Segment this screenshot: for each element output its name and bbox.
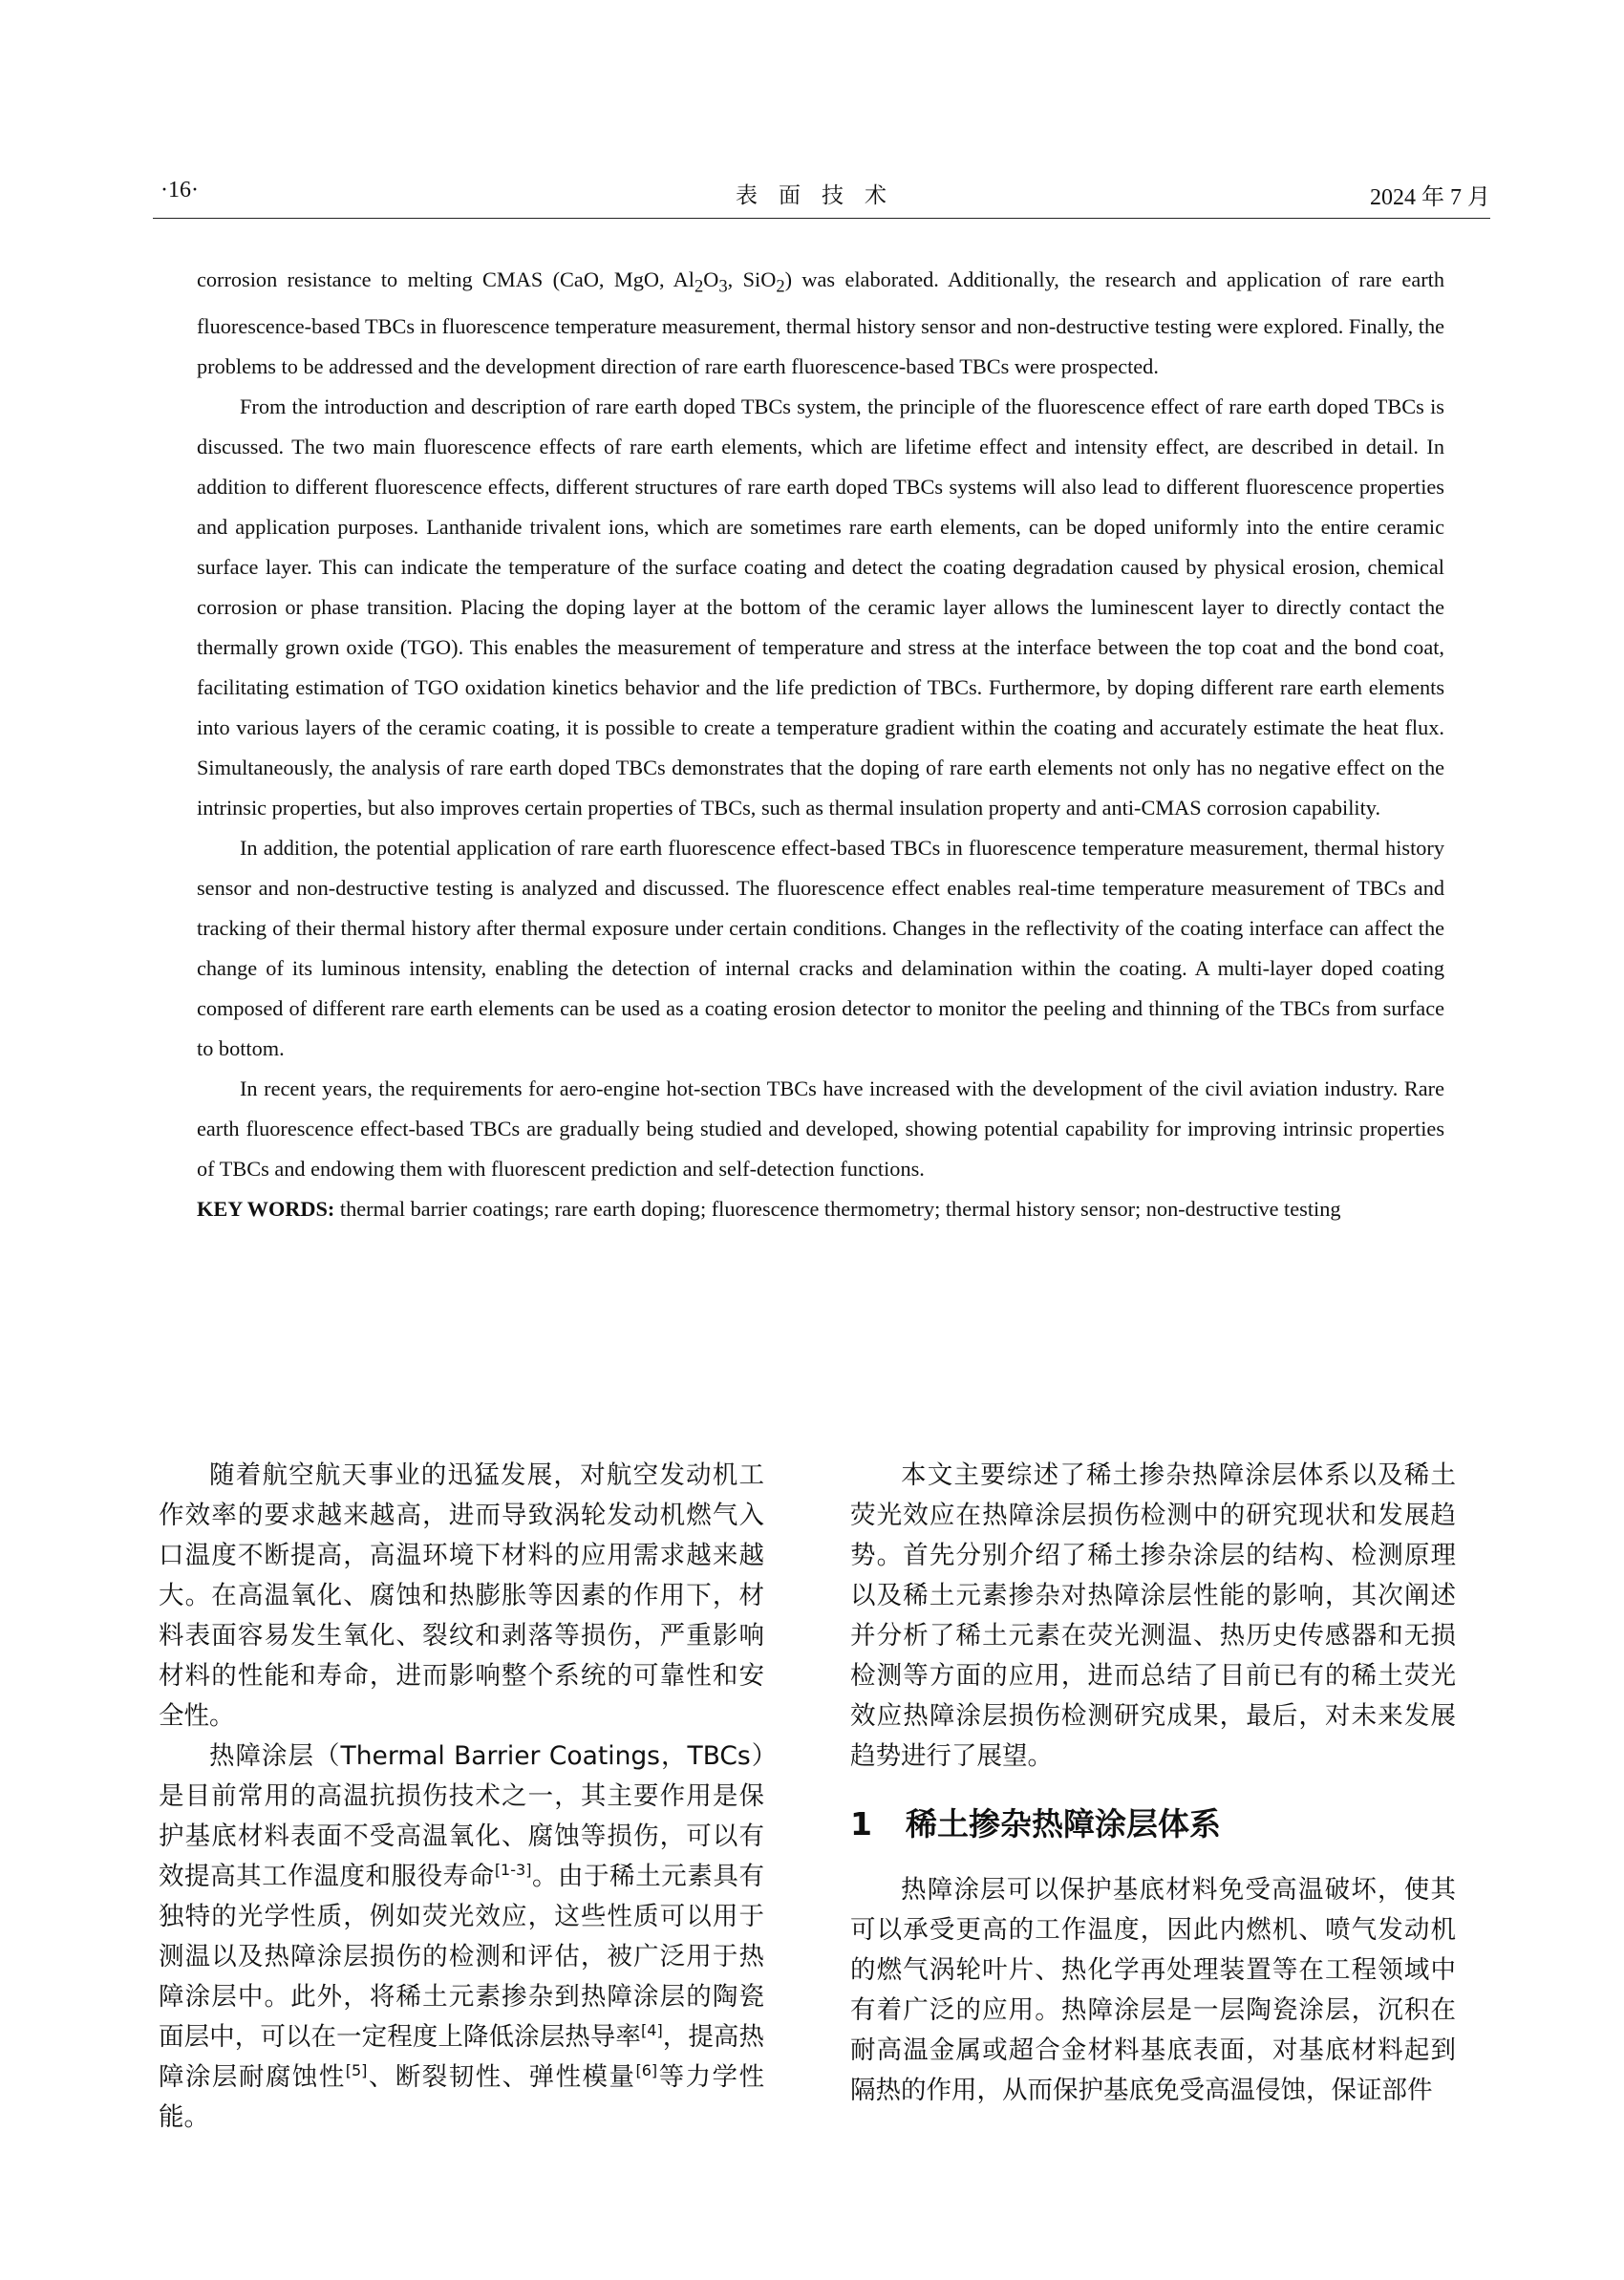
keywords-label: KEY WORDS:: [197, 1197, 335, 1222]
abstract-paragraph: In addition, the potential application of rare earth fluorescence effect-based TBCs in fluorescence temperature measurement, thermal history sensor and non-destructive testing is analyzed and discussed. The fluorescence effect enables real-time temperature measurement of TBCs and tracking of their thermal history after thermal exposure under certain conditions. Changes in the reflectivity of the coating interface can affect the change of its luminous intensity, enabling the detection of internal cracks and delamination within the coating. A multi-layer doped coating composed of different rare earth elements can be used as a coating erosion detector to monitor the peeling and thinning of the TBCs from surface to bottom.: [197, 836, 1444, 1061]
body-paragraph: 本文主要综述了稀土掺杂热障涂层体系以及稀土荧光效应在热障涂层损伤检测中的研究现状和发展趋势。首先分别介绍了稀土掺杂涂层的结构、检测原理以及稀土元素掺杂对热障涂层性能的影响，其次阐述并分析了稀土元素在荧光测温、热历史传感器和无损检测等方面的应用，进而总结了目前已有的稀土荧光效应热障涂层损伤检测研究成果，最后，对未来发展趋势进行了展望。: [850, 1460, 1456, 1771]
citation: [4]: [641, 2021, 663, 2040]
citation: [6]: [635, 2061, 658, 2080]
section-title: 稀土掺杂热障涂层体系: [906, 1805, 1221, 1843]
abstract-paragraph: corrosion resistance to melting CMAS (CaO, MgO, $Al_2O_3$, SiO$_2$) was elaborated. Additionally, the research and application of rare earth fluorescence-based TBCs in fluorescence temperature measurement, thermal history sensor and non-destructive testing were explored. Finally, the problems to be addressed and the development direction of rare earth fluorescence-based TBCs were prospected.: [197, 267, 1444, 379]
abstract-paragraph: In recent years, the requirements for aero-engine hot-section TBCs have increased with the development of the civil aviation industry. Rare earth fluorescence effect-based TBCs are gradually being studied and developed, showing potential capability for improving intrinsic properties of TBCs and endowing them with fluorescent prediction and self-detection functions.: [197, 1076, 1444, 1182]
citation: [1-3]: [494, 1861, 532, 1880]
page-number: ·16·: [160, 178, 199, 202]
issue-date: 2024 年 7 月: [1370, 185, 1490, 210]
keywords-list: thermal barrier coatings; rare earth doping; fluorescence thermometry; thermal history sensor; non-destructive testing: [334, 1197, 1341, 1222]
body-paragraph: 随着航空航天事业的迅猛发展，对航空发动机工作效率的要求越来越高，进而导致涡轮发动机燃气入口温度不断提高，高温环境下材料的应用需求越来越大。在高温氧化、腐蚀和热膨胀等因素的作用下，材料表面容易发生氧化、裂纹和剥落等损伤，严重影响材料的性能和寿命，进而影响整个系统的可靠性和安全性。: [159, 1460, 764, 1731]
body-paragraph: 热障涂层可以保护基底材料免受高温破坏，使其可以承受更高的工作温度，因此内燃机、喷气发动机的燃气涡轮叶片、热化学再处理装置等在工程领域中有着广泛的应用。热障涂层是一层陶瓷涂层，沉积在耐高温金属或超合金材料基底表面，对基底材料起到隔热的作用，从而保护基底免受高温侵蚀，保证部件: [850, 1875, 1456, 2105]
journal-title: 表面技术: [736, 183, 908, 208]
body-paragraph: 热障涂层（Thermal Barrier Coatings，TBCs）是目前常用的高温抗损伤技术之一，其主要作用是保护基底材料表面不受高温氧化、腐蚀等损伤，可以有效提高其工作温度和服役寿命[1-3]。由于稀土元素具有独特的光学性质，例如荧光效应，这些性质可以用于测温以及热障涂层损伤的检测和评估，被广泛用于热障涂层中。此外，将稀土元素掺杂到热障涂层的陶瓷面层中，可以在一定程度上降低涂层热导率[4]，提高热障涂层耐腐蚀性[5]、断裂韧性、弹性模量[6]等力学性能。: [159, 1741, 765, 2132]
body-column-right: [850, 1456, 1456, 2111]
section-number: 1: [850, 1805, 872, 1843]
running-header: [153, 178, 1490, 219]
citation: [5]: [345, 2061, 368, 2080]
body-column-left: [159, 1456, 764, 2138]
english-abstract: [197, 260, 1444, 1229]
keywords: [197, 1189, 1444, 1229]
abstract-paragraph: From the introduction and description of rare earth doped TBCs system, the principle of the fluorescence effect of rare earth doped TBCs is discussed. The two main fluorescence effects of rare earth elements, which are lifetime effect and intensity effect, are described in detail. In addition to different fluorescence effects, different structures of rare earth doped TBCs systems will also lead to different fluorescence properties and application purposes. Lanthanide trivalent ions, which are sometimes rare earth elements, can be doped uniformly into the entire ceramic surface layer. This can indicate the temperature of the surface coating and detect the coating degradation caused by physical erosion, chemical corrosion or phase transition. Placing the doping layer at the bottom of the ceramic layer allows the luminescent layer to directly contact the thermally grown oxide (TGO). This enables the measurement of temperature and stress at the interface between the top coat and the bond coat, facilitating estimation of TGO oxidation kinetics behavior and the life prediction of TBCs. Furthermore, by doping different rare earth elements into various layers of the ceramic coating, it is possible to create a temperature gradient within the coating and accurately estimate the heat flux. Simultaneously, the analysis of rare earth doped TBCs demonstrates that the doping of rare earth elements not only has no negative effect on the intrinsic properties, but also improves certain properties of TBCs, such as thermal insulation property and anti-CMAS corrosion capability.: [197, 394, 1444, 820]
section-heading: [850, 1801, 1456, 1847]
